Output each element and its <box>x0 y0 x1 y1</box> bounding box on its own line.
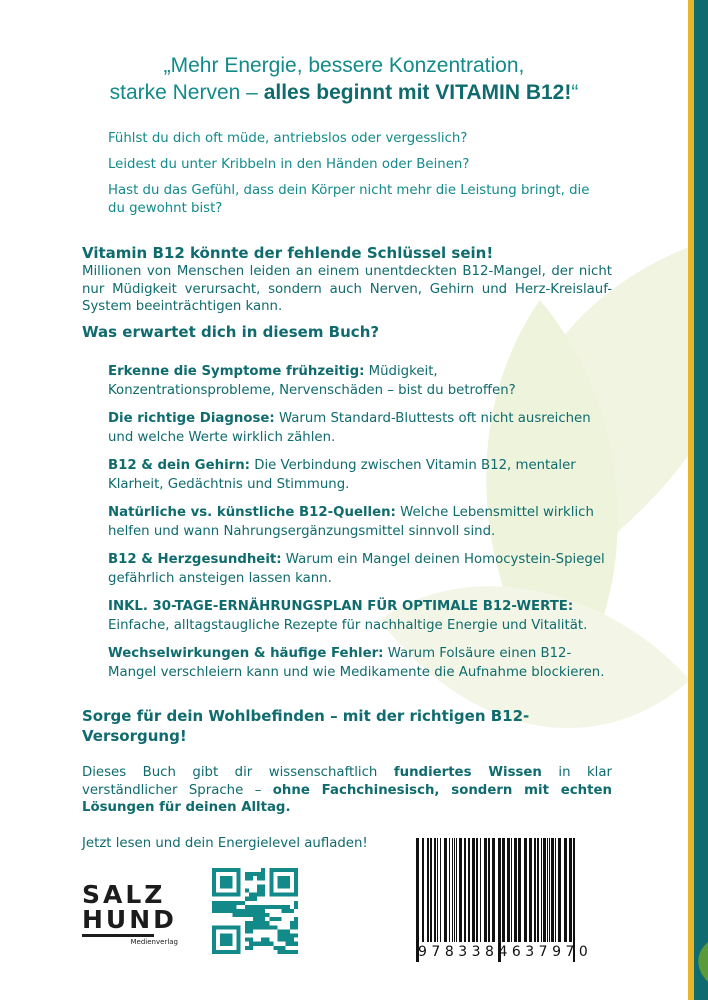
feature-title: Wechselwirkungen & häufige Fehler: <box>108 646 384 661</box>
feature-title: Die richtige Diagnose: <box>108 411 275 426</box>
publisher-sub: Medienverlag <box>130 938 178 946</box>
list-item <box>108 409 608 447</box>
list-item <box>108 644 608 682</box>
wellbeing-bold-a: fundiertes Wissen <box>393 765 542 780</box>
question-item: Hast du das Gefühl, dass dein Körper nicht mehr die Leistung bringt, die du gewohnt bist? <box>108 183 590 216</box>
wellbeing-heading: Sorge für dein Wohlbefinden – mit der richtigen B12-Versorgung! <box>82 707 530 745</box>
feature-text: Müdigkeit, Konzentrationsprobleme, Nervenschäden – bist du betroffen? <box>108 364 516 398</box>
feature-title: Natürliche vs. künstliche B12-Quellen: <box>108 505 396 520</box>
feature-text: Warum Standard-Bluttests oft nicht ausreichen und welche Werte wirklich zählen. <box>108 411 591 445</box>
list-item <box>108 597 608 635</box>
key-section <box>82 243 612 316</box>
feature-text: Welche Lebensmittel wirklich helfen und wann Nahrungsergänzungsmittel sinnvoll sind. <box>108 505 594 539</box>
wellbeing-text-b: in klar verständlicher Sprache – <box>82 765 612 798</box>
list-item <box>108 362 608 400</box>
wellbeing-bold-b: ohne Fachchinesisch, sondern mit echten Lösungen für deinen Alltag. <box>82 782 612 815</box>
book-section-heading-wrap <box>82 322 612 342</box>
feature-title: INKL. 30-TAGE-ERNÄHRUNGSPLAN FÜR OPTIMALE B12-WERTE: <box>108 599 574 614</box>
wellbeing-section <box>82 706 612 852</box>
feature-title: Erkenne die Symptome frühzeitig: <box>108 364 365 379</box>
quote-line-1: „Mehr Energie, bessere Konzentration, <box>163 54 525 77</box>
quote-highlight: alles beginnt mit VITAMIN B12! <box>263 81 572 104</box>
book-heading: Was erwartet dich in diesem Buch? <box>82 323 380 341</box>
publisher-word-1: SALZ <box>82 880 166 909</box>
quote-line-2: starke Nerven – <box>109 81 264 104</box>
qr-code-icon <box>212 868 298 954</box>
wellbeing-text-a: Dieses Buch gibt dir wissenschaftlich <box>82 765 394 780</box>
feature-title: B12 & dein Gehirn: <box>108 458 250 473</box>
wellbeing-paragraph <box>82 764 612 817</box>
list-item <box>108 456 608 494</box>
list-item <box>108 550 608 588</box>
question-item: Fühlst du dich oft müde, antriebslos oder vergesslich? <box>108 131 468 146</box>
feature-title: B12 & Herzgesundheit: <box>108 552 282 567</box>
question-list <box>108 130 598 226</box>
quote-close-mark: “ <box>571 81 579 104</box>
feature-list <box>108 362 608 691</box>
publisher-logo <box>82 882 178 946</box>
key-text: Millionen von Menschen leiden an einem unentdeckten B12-Mangel, der nicht nur Müdigkeit verursacht, sondern auch Nerven, Gehirn und Herz-Kreislauf-System beeinträchtigen kann. <box>82 264 612 314</box>
cover-quote <box>84 52 604 106</box>
list-item <box>108 503 608 541</box>
feature-text: Die Verbindung zwischen Vitamin B12, mentaler Klarheit, Gedächtnis und Stimmung. <box>108 458 576 492</box>
publisher-word-2: HUND <box>82 905 177 934</box>
feature-text: Warum ein Mangel deinen Homocystein-Spiegel gefährlich ansteigen lassen kann. <box>108 552 605 586</box>
isbn-digits: 9783384637970 <box>418 944 593 960</box>
question-item: Leidest du unter Kribbeln in den Händen oder Beinen? <box>108 157 470 172</box>
spine-gold-stripe <box>688 0 694 1000</box>
publisher-rule <box>82 934 154 937</box>
leaf-corner-icon <box>694 942 708 982</box>
feature-text: Einfache, alltagstaugliche Rezepte für nachhaltige Energie und Vitalität. <box>108 618 588 633</box>
feature-text: Warum Folsäure einen B12-Mangel verschleiern kann und wie Medikamente die Aufnahme blockieren. <box>108 646 605 680</box>
key-heading: Vitamin B12 könnte der fehlende Schlüssel sein! <box>82 244 494 262</box>
call-to-action: Jetzt lesen und dein Energielevel aufladen! <box>82 835 368 851</box>
